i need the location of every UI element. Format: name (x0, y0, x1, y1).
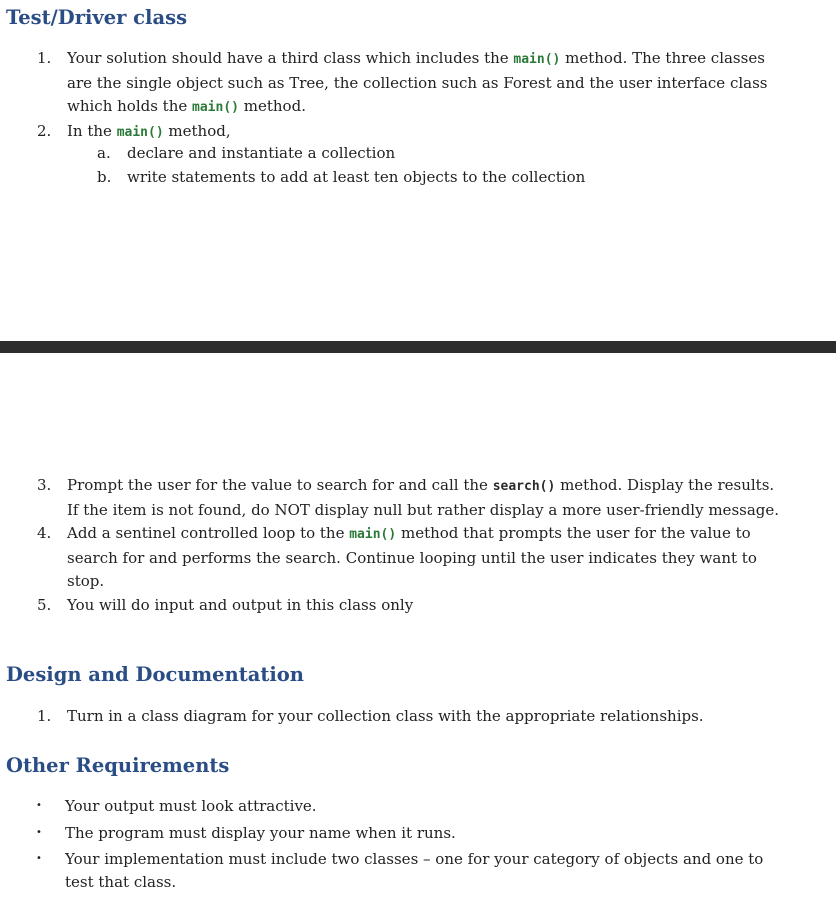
sub-list-item (97, 166, 697, 190)
list-item (37, 705, 787, 729)
item-text: method. (239, 97, 306, 115)
sub-list (97, 142, 697, 189)
list-item (37, 47, 777, 120)
list-item (37, 474, 787, 522)
sub-list-item (97, 142, 697, 166)
sub-letter: b. (97, 167, 112, 186)
section-heading-test-driver: Test/Driver class (6, 6, 188, 29)
list-number: 3. (37, 476, 52, 494)
bullet-icon: • (36, 800, 42, 811)
section-heading-other: Other Requirements (6, 754, 230, 777)
item-text: method, (163, 121, 231, 140)
numbered-list (37, 47, 777, 144)
item-text: method. The three classes are the single object such as Tree, the collection such as Forest and the user interface class which holds the (67, 49, 768, 115)
list-item (37, 120, 777, 145)
code-main: main() (349, 527, 397, 542)
section-heading-design: Design and Documentation (6, 663, 304, 686)
numbered-list-continued (37, 474, 787, 617)
sub-letter: a. (97, 144, 111, 162)
page-divider (0, 341, 836, 353)
list-item (37, 522, 787, 594)
item-text: method that prompts the user for the value to search for and performs the search. Continue looping until the user indicates they want to stop. (67, 524, 757, 590)
list-number: 1. (37, 707, 52, 725)
item-text: In the (67, 121, 117, 140)
bullet-icon: • (36, 826, 42, 838)
list-number: 2. (37, 121, 52, 140)
bullet-text: The program must display your name when it runs. (65, 823, 456, 842)
bullet-item (36, 822, 786, 845)
sub-item-text: declare and instantiate a collection (127, 144, 396, 162)
item-text: Prompt the user for the value to search for and call the (67, 476, 493, 494)
item-text: Your solution should have a third class which includes the (67, 49, 514, 67)
bullet-item (36, 795, 786, 818)
bullet-icon: • (36, 853, 42, 864)
code-main: main() (513, 52, 561, 67)
list-number: 1. (37, 49, 52, 67)
item-text: Turn in a class diagram for your collection class with the appropriate relationships. (67, 707, 704, 725)
list-number: 4. (37, 524, 52, 542)
sub-item-text: write statements to add at least ten objects to the collection (127, 167, 586, 186)
design-list (37, 705, 787, 729)
code-search: search() (492, 479, 556, 494)
bullet-text: Your implementation must include two classes – one for your category of objects and one to test that class. (65, 850, 764, 891)
item-text: Add a sentinel controlled loop to the (67, 524, 350, 542)
bullet-list (36, 795, 786, 893)
bullet-text: Your output must look attractive. (65, 797, 317, 815)
item-text: method. Display the results. If the item is not found, do NOT display null but rather display a more user-friendly message. (67, 476, 780, 519)
bullet-item (36, 848, 786, 893)
code-main: main() (192, 100, 239, 115)
list-item (37, 594, 787, 618)
list-number: 5. (37, 595, 52, 614)
item-text: You will do input and output in this class only (67, 595, 414, 614)
code-main: main() (116, 124, 164, 140)
